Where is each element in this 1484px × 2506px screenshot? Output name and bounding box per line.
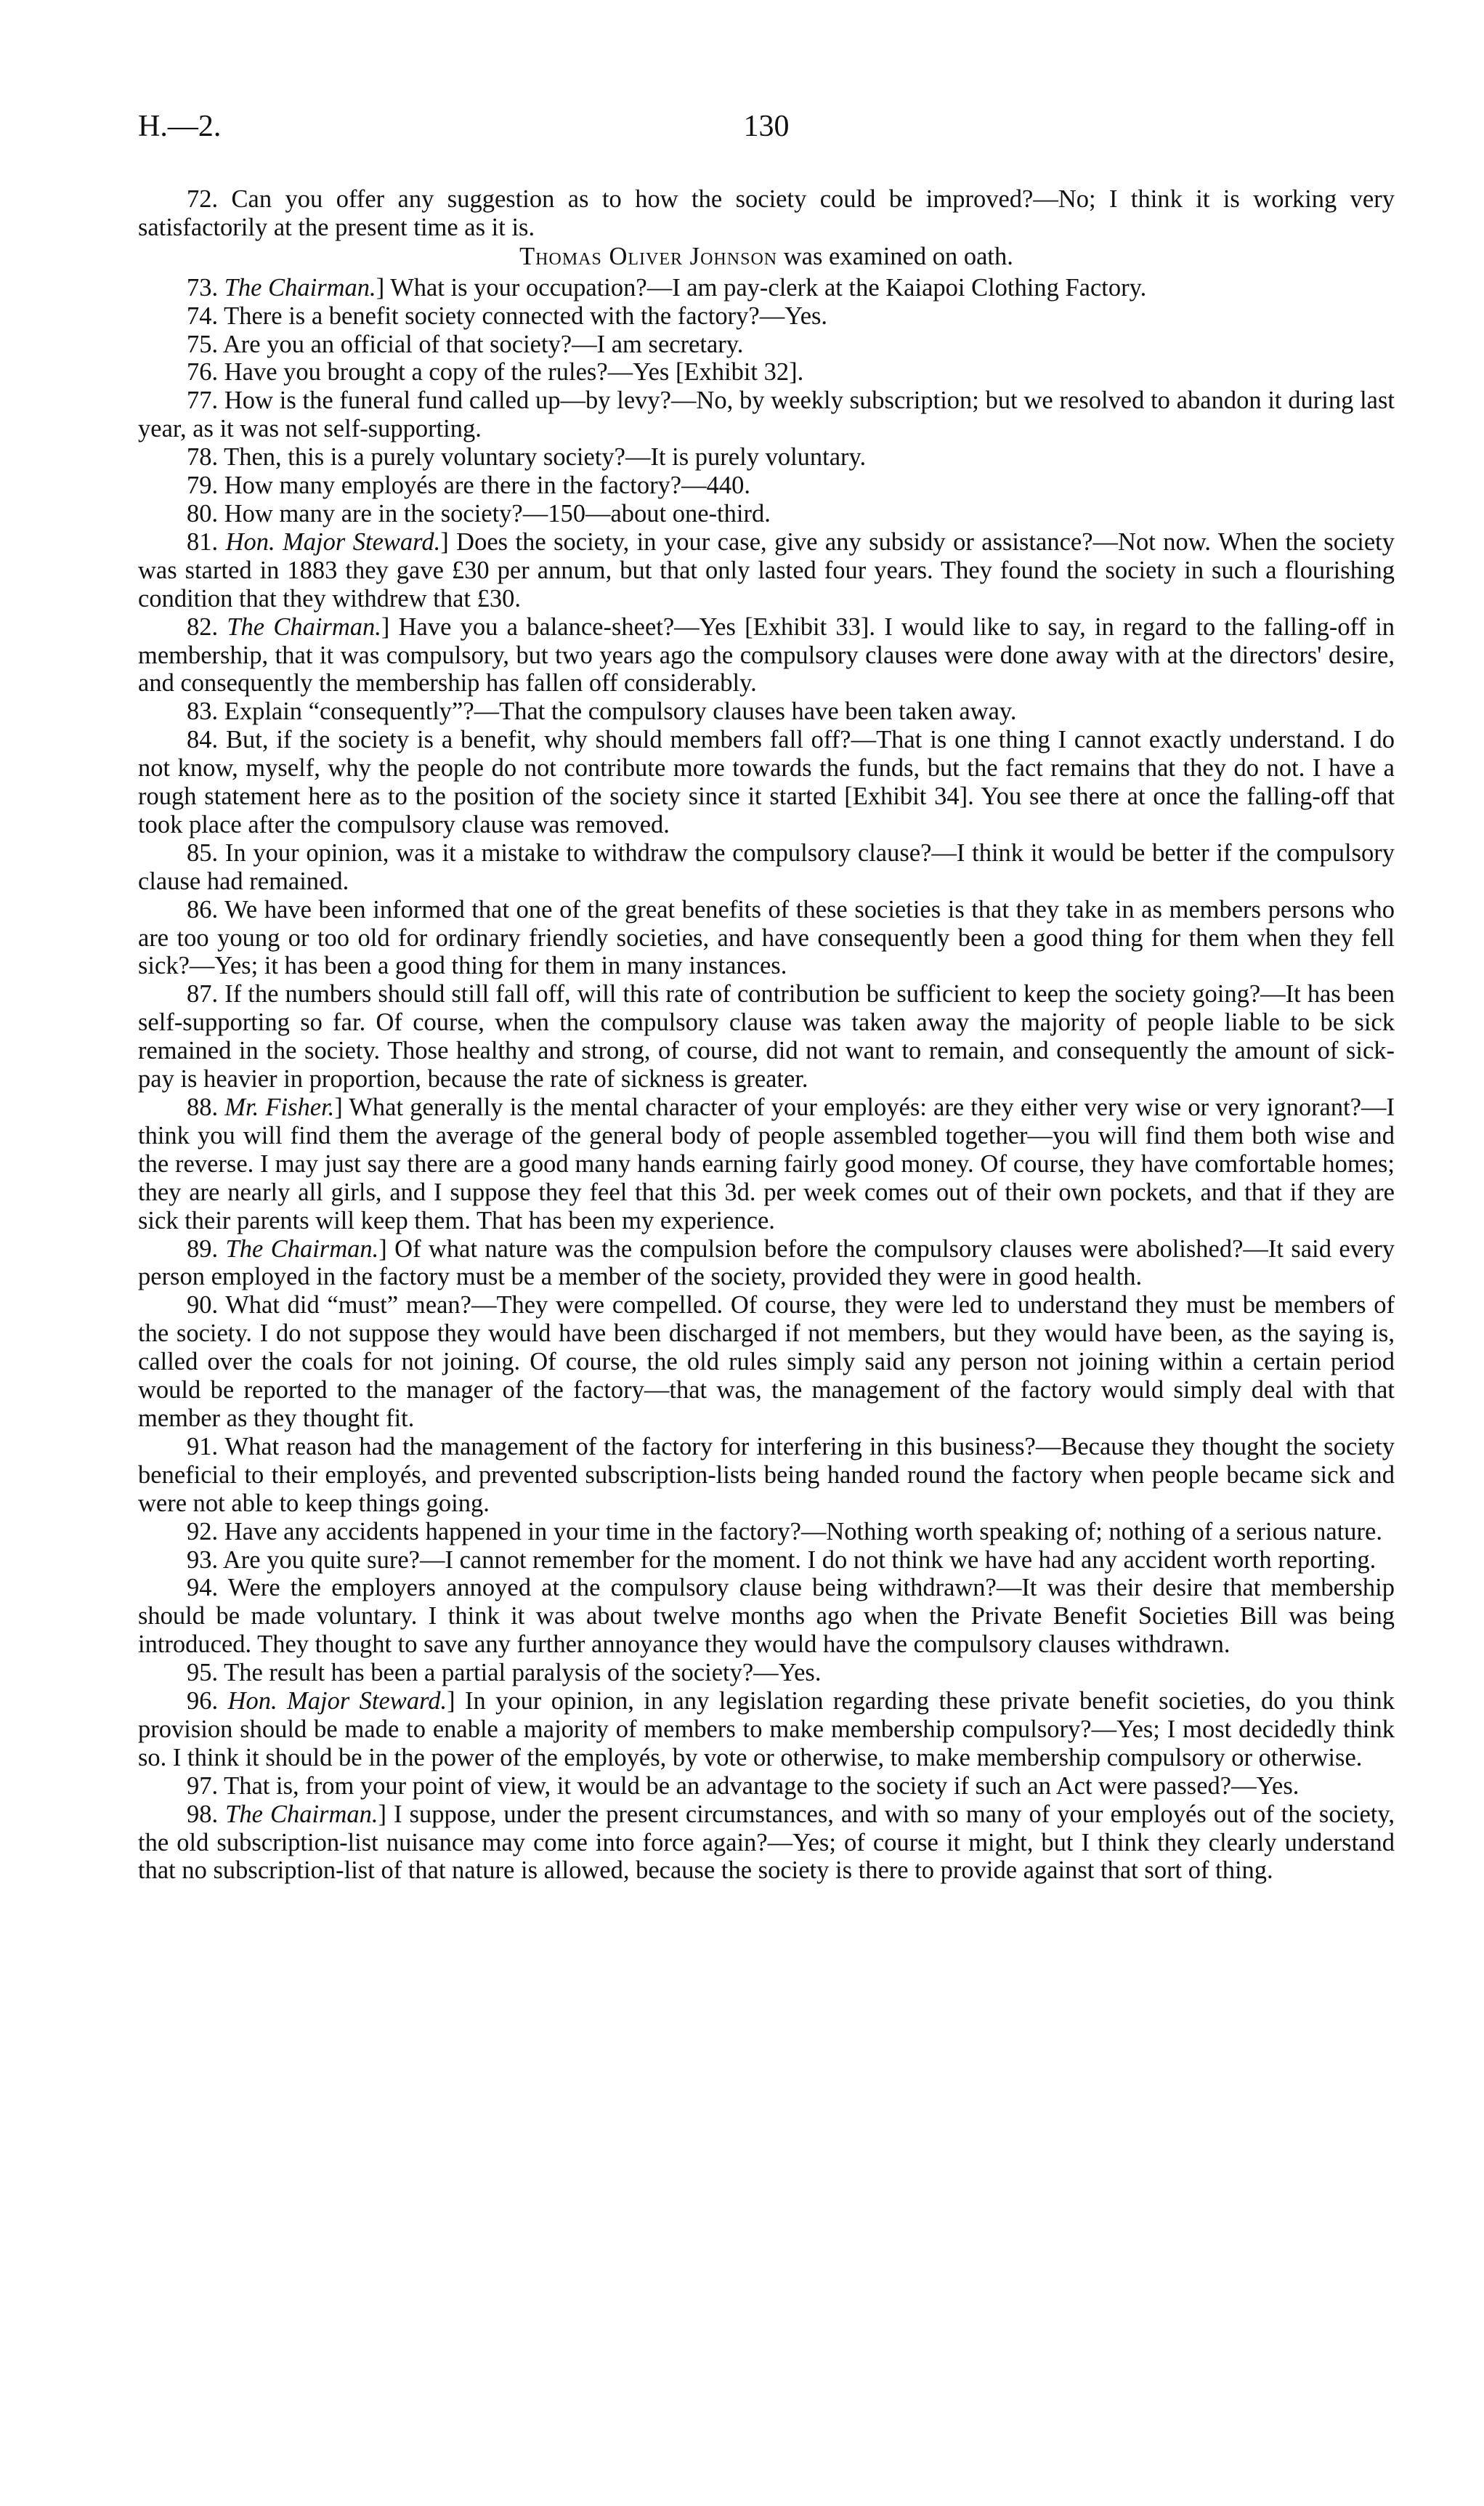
- paragraph-90: [138, 1291, 1395, 1433]
- paragraph-93: [138, 1546, 1395, 1575]
- paragraph-text: We have been informed that one of the great benefits of these societies is that they take in as members persons who are too young or too old for ordinary friendly societies, and have consequently been a good thing for them when they fell sick?—Yes; it has been a good thing for them in many instances.: [138, 895, 1395, 980]
- paragraph-84: [138, 726, 1395, 839]
- speaker-name: Hon. Major Steward.: [227, 1687, 447, 1715]
- paragraph-text: Are you an official of that society?—I am secretary.: [222, 330, 744, 358]
- speaker-name: Hon. Major Steward.: [225, 528, 441, 556]
- question-number: 86.: [187, 895, 219, 923]
- question-number: 84.: [187, 726, 219, 754]
- paragraph-text: In your opinion, was it a mistake to withdraw the compulsory clause?—I think it would be better if the compulsory clause had remained.: [138, 838, 1395, 895]
- question-number: 76.: [187, 358, 219, 387]
- question-number: 90.: [187, 1291, 219, 1319]
- question-number: 75.: [187, 330, 219, 358]
- paragraph-85: [138, 839, 1395, 896]
- paragraph-text: Can you offer any suggestion as to how the society could be improved?—No; I think it is working very satisfactorily at the present time as it is.: [138, 185, 1395, 241]
- question-number: 89.: [187, 1234, 219, 1263]
- question-number: 72.: [187, 185, 219, 213]
- speaker-name: The Chairman.: [225, 1800, 378, 1828]
- question-number: 85.: [187, 838, 219, 867]
- paragraph-73: 73. The Chairman.] What is your occupation?—I am pay-clerk at the Kaiapoi Clothing Factory.: [187, 273, 1147, 302]
- paragraph-95: [138, 1659, 1395, 1687]
- speaker-name: The Chairman.: [225, 1234, 379, 1263]
- paragraph-80: [138, 500, 1395, 528]
- question-number: 88.: [187, 1094, 219, 1121]
- paragraph-text: Explain “consequently”?—That the compulsory clauses have been taken away.: [224, 698, 1017, 726]
- paragraph-text: What reason had the management of the factory for interfering in this business?—Because they thought the society beneficial to their employés, and prevented subscription-lists being handed round the factory when people became sick and were not able to keep things going.: [138, 1432, 1395, 1517]
- question-number: 96.: [187, 1687, 219, 1715]
- paragraph-text: What generally is the mental character of your employés: are they either very wise or very ignorant?—I think you will find them the average of the general body of people assembled together—you will find them both wise and the reverse. I may just say there are a good many hands earning fairly good money. Of course, they have comfortable homes; they are nearly all girls, and I suppose they feel that this 3d. per week comes out of their own pockets, and that if they are sick their parents will keep them. That has been my experience.: [138, 1094, 1395, 1234]
- paragraph-text: How many employés are there in the factory?—440.: [224, 472, 750, 500]
- paragraph-79: [138, 472, 1395, 500]
- question-number: 97.: [187, 1771, 219, 1800]
- paragraph-76: [138, 358, 1395, 387]
- document-reference: H.—2.: [138, 110, 222, 143]
- paragraph-94: [138, 1574, 1395, 1659]
- paragraph-86: [138, 896, 1395, 981]
- paragraph-96: 96. Hon. Major Steward.] In your opinion, in any legislation regarding these private benefit societies, do you think provision should be made to enable a majority of members to make membership compulsory?—Yes; I most decidedly think so. I think it should be in the power of the employés, by vote or otherwise, to make membership compulsory or otherwise.: [138, 1687, 1395, 1771]
- paragraph-72: [138, 185, 1395, 242]
- paragraph-89: 89. The Chairman.] Of what nature was the compulsion before the compulsory clauses were abolished?—It said every person employed in the factory must be a member of the society, provided they were in good health.: [138, 1234, 1395, 1291]
- paragraph-75: [138, 331, 1395, 359]
- paragraph-91: [138, 1433, 1395, 1518]
- paragraph-text: There is a benefit society connected with the factory?—Yes.: [224, 302, 828, 330]
- paragraph-88: 88. Mr. Fisher.] What generally is the mental character of your employés: are they either very wise or very ignorant?—I think you will find them the average of the general body of people assembled together—you will find them both wise and the reverse. I may just say there are a good many hands earning fairly good money. Of course, they have comfortable homes; they are nearly all girls, and I suppose they feel that this 3d. per week comes out of their own pockets, and that if they are sick their parents will keep them. That has been my experience.: [138, 1094, 1395, 1234]
- paragraph-text: Have any accidents happened in your time in the factory?—Nothing worth speaking of; nothing of a serious nature.: [224, 1517, 1382, 1545]
- question-number: 78.: [187, 443, 219, 472]
- paragraph-text: Are you quite sure?—I cannot remember for the moment. I do not think we have had any accident worth reporting.: [222, 1545, 1376, 1574]
- question-number: 87.: [187, 980, 219, 1009]
- speaker-name: Mr. Fisher.: [224, 1094, 335, 1121]
- question-number: 73.: [187, 273, 219, 302]
- question-number: 83.: [187, 698, 219, 726]
- paragraph-83: [138, 698, 1395, 726]
- question-number: 91.: [187, 1432, 219, 1460]
- question-number: 95.: [187, 1659, 219, 1687]
- question-number: 77.: [187, 387, 219, 415]
- question-number: 74.: [187, 302, 219, 330]
- document-body: [138, 185, 1395, 1885]
- page-number: 130: [743, 110, 790, 143]
- question-number: 82.: [187, 613, 219, 641]
- paragraph-text: Does the society, in your case, give any subsidy or assistance?—Not now. When the society was started in 1883 they gave £30 per annum, but that only lasted four years. They found the society in such a flourishing condition that they withdrew that £30.: [138, 528, 1395, 613]
- paragraph-74: [138, 302, 1395, 331]
- paragraph-92: [138, 1518, 1395, 1546]
- paragraph-text: The result has been a partial paralysis of the society?—Yes.: [224, 1659, 822, 1687]
- question-number: 98.: [187, 1800, 219, 1828]
- witness-heading: [138, 242, 1395, 274]
- paragraph-text: What did “must” mean?—They were compelled. Of course, they were led to understand they must be members of the society. I do not suppose they would have been discharged if not members, but they would have been, as the saying is, called over the coals for not joining. Of course, the old rules simply said any person not joining within a certain period would be reported to the manager of the factory—that was, the management of the factory would simply deal with that member as they thought fit.: [138, 1291, 1395, 1432]
- paragraph-text: Have you brought a copy of the rules?—Yes [Exhibit 32].: [224, 358, 804, 387]
- question-number: 79.: [187, 472, 219, 500]
- speaker-name: The Chairman.: [227, 613, 381, 641]
- question-number: 94.: [187, 1574, 219, 1602]
- paragraph-text: How is the funeral fund called up—by levy?—No, by weekly subscription; but we resolved to abandon it during last year, as it was not self-supporting.: [138, 387, 1395, 443]
- paragraph-98: 98. The Chairman.] I suppose, under the present circumstances, and with so many of your employés out of the society, the old subscription-list nuisance may come into force again?—Yes; of course it might, but I think they clearly understand that no subscription-list of that nature is allowed, because the society is there to provide against that sort of thing.: [138, 1800, 1395, 1885]
- paragraph-text: Were the employers annoyed at the compulsory clause being withdrawn?—It was their desire that membership should be made voluntary. I think it was about twelve months ago when the Private Benefit Societies Bill was being introduced. They thought to save any further annoyance they would have the compulsory clauses withdrawn.: [138, 1574, 1395, 1659]
- question-number: 92.: [187, 1517, 219, 1545]
- question-number: 93.: [187, 1545, 219, 1574]
- paragraph-77: [138, 387, 1395, 443]
- speaker-name: The Chairman.: [224, 273, 376, 302]
- paragraph-81: 81. Hon. Major Steward.] Does the society, in your case, give any subsidy or assistance?—Not now. When the society was started in 1883 they gave £30 per annum, but that only lasted four years. They found the society in such a flourishing condition that they withdrew that £30.: [138, 528, 1395, 613]
- paragraph-text: What is your occupation?—I am pay-clerk at the Kaiapoi Clothing Factory.: [390, 273, 1147, 302]
- witness-heading-rest: was examined on oath.: [783, 242, 1013, 270]
- paragraph-text: That is, from your point of view, it would be an advantage to the society if such an Act were passed?—Yes.: [224, 1771, 1299, 1800]
- paragraph-text: Then, this is a purely voluntary society?—It is purely voluntary.: [224, 443, 867, 472]
- paragraph-text: If the numbers should still fall off, will this rate of contribution be sufficient to keep the society going?—It has been self-supporting so far. Of course, when the compulsory clause was taken away the majority of people liable to be sick remained in the society. Those healthy and strong, of course, did not want to remain, and consequently the amount of sick-pay is heavier in proportion, because the rate of sickness is greater.: [138, 980, 1395, 1094]
- paragraph-text: Of what nature was the compulsion before the compulsory clauses were abolished?—It said every person employed in the factory must be a member of the society, provided they were in good health.: [138, 1234, 1395, 1291]
- question-number: 81.: [187, 528, 219, 556]
- paragraph-97: [138, 1772, 1395, 1800]
- question-number: 80.: [187, 499, 219, 528]
- paragraph-text: But, if the society is a benefit, why should members fall off?—That is one thing I cannot exactly understand. I do not know, myself, why the people do not contribute more towards the funds, but the fact remains that they do not. I have a rough statement here as to the position of the society since it started [Exhibit 34]. You see there at once the falling-off that took place after the compulsory clause was removed.: [138, 726, 1395, 838]
- paragraph-text: In your opinion, in any legislation regarding these private benefit societies, do you think provision should be made to enable a majority of members to make membership compulsory?—Yes; I most decidedly think so. I think it should be in the power of the employés, by vote or otherwise, to make membership compulsory or otherwise.: [138, 1687, 1395, 1771]
- page-header: [138, 109, 1395, 153]
- paragraph-78: [138, 443, 1395, 472]
- witness-name: Thomas Oliver Johnson: [519, 242, 778, 270]
- paragraph-text: Have you a balance-sheet?—Yes [Exhibit 33]. I would like to say, in regard to the falling-off in membership, that it was compulsory, but two years ago the compulsory clauses were done away with at the directors' desire, and consequently the membership has fallen off considerably.: [138, 613, 1395, 698]
- paragraph-text: How many are in the society?—150—about one-third.: [224, 499, 771, 528]
- paragraph-82: 82. The Chairman.] Have you a balance-sheet?—Yes [Exhibit 33]. I would like to say, in regard to the falling-off in membership, that it was compulsory, but two years ago the compulsory clauses were done away with at the directors' desire, and consequently the membership has fallen off considerably.: [138, 613, 1395, 698]
- paragraph-87: [138, 980, 1395, 1094]
- paragraph-text: I suppose, under the present circumstances, and with so many of your employés out of the society, the old subscription-list nuisance may come into force again?—Yes; of course it might, but I think they clearly understand that no subscription-list of that nature is allowed, because the society is there to provide against that sort of thing.: [138, 1800, 1395, 1885]
